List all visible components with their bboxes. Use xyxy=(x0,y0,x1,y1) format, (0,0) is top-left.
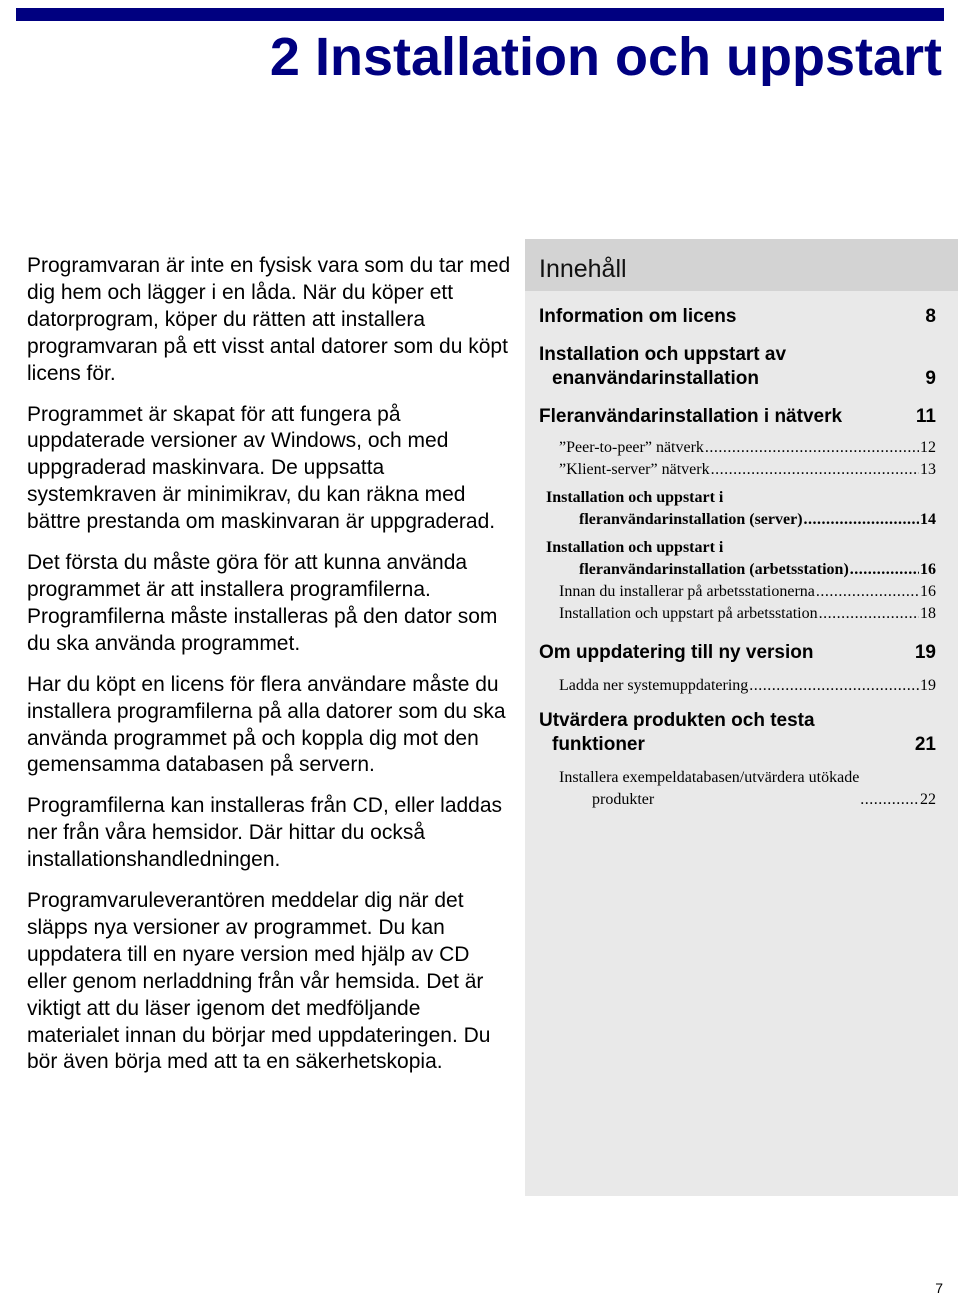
toc-leader-dots xyxy=(705,437,919,459)
body-text xyxy=(27,253,512,1090)
toc-entry-innan-du-installerar[interactable] xyxy=(539,581,936,603)
toc-page-number: 16 xyxy=(920,583,936,600)
toc-leader-dots xyxy=(816,581,919,603)
toc-page-number: 19 xyxy=(920,677,936,694)
toc-entry-fleranvandarinstallation[interactable] xyxy=(539,405,936,429)
table-of-contents xyxy=(525,239,958,1196)
toc-page-number: 19 xyxy=(914,642,936,663)
toc-page-number: 13 xyxy=(920,461,936,478)
toc-page-number: 16 xyxy=(920,561,936,578)
toc-page-number: 14 xyxy=(920,511,936,528)
toc-entry-exempeldatabasen[interactable] xyxy=(539,767,936,811)
toc-heading: Innehåll xyxy=(525,239,958,291)
toc-page-number: 8 xyxy=(925,306,936,327)
toc-entry-title: Installera exempeldatabasen/utvärdera utökade produkter xyxy=(559,769,860,808)
toc-page-number: 21 xyxy=(914,734,936,755)
paragraph: Det första du måste göra för att kunna använda programmet är att installera programfilerna. Programfilerna måste installeras på den dator som du ska använda programmet. xyxy=(27,551,498,655)
paragraph: Programvaran är inte en fysisk vara som du tar med dig hem och lägger i en låda. När du köper ett datorprogram, köper du rätten att installera programvaran på ett visst antal datorer som du köpt licens för. xyxy=(27,254,511,385)
toc-entry-uppstart-arbetsstation[interactable] xyxy=(539,603,936,625)
toc-entry-server[interactable] xyxy=(539,487,936,531)
toc-entry-klient-server[interactable] xyxy=(539,459,936,481)
toc-entry-title: Installation och uppstart av enanvändarinstallation xyxy=(539,344,787,389)
toc-entry-licens[interactable] xyxy=(539,305,936,329)
toc-leader-dots xyxy=(711,459,919,481)
toc-page-number: 22 xyxy=(920,791,936,808)
toc-entry-title: Om uppdatering till ny version xyxy=(539,642,814,663)
toc-page-number: 12 xyxy=(920,439,936,456)
toc-leader-dots xyxy=(749,675,919,697)
toc-leader-dots xyxy=(850,559,919,581)
toc-entry-title: Installation och uppstart i fleranvändarinstallation (server) xyxy=(546,489,803,528)
toc-page-number: 18 xyxy=(920,605,936,622)
toc-entry-title: Utvärdera produkten och testa funktioner xyxy=(539,710,815,755)
paragraph: Programfilerna kan installeras från CD, eller laddas ner från våra hemsidor. Där hittar du också installationshandledningen. xyxy=(27,794,503,872)
toc-entry-title: Ladda ner systemuppdatering xyxy=(559,677,749,694)
page-number: 7 xyxy=(935,1280,943,1296)
toc-list xyxy=(525,305,958,811)
toc-entry-title: ”Klient-server” nätverk xyxy=(559,461,710,478)
chapter-title: 2 Installation och uppstart xyxy=(269,27,942,87)
toc-entry-enanvandarinstallation[interactable] xyxy=(539,343,936,391)
paragraph: Programvaruleverantören meddelar dig när det släpps nya versioner av programmet. Du kan uppdatera till en nyare version med hjälp av CD eller genom nerladdning från vår hemsida. Det är viktigt att du läser igenom det medföljande materialet innan du börjar med uppdateringen. Du bör även börja med att ta en säkerhetskopia. xyxy=(27,889,491,1074)
toc-entry-arbetsstation[interactable] xyxy=(539,537,936,581)
toc-entry-title: Information om licens xyxy=(539,306,737,327)
toc-leader-dots xyxy=(819,603,919,625)
toc-page-number: 9 xyxy=(925,368,936,389)
toc-leader-dots xyxy=(860,789,919,811)
toc-entry-title: ”Peer-to-peer” nätverk xyxy=(559,439,704,456)
toc-entry-title: Installation och uppstart på arbetsstation xyxy=(559,605,818,622)
toc-entry-title: Fleranvändarinstallation i nätverk xyxy=(539,406,843,427)
toc-entry-peer-to-peer[interactable] xyxy=(539,437,936,459)
toc-leader-dots xyxy=(804,509,919,531)
toc-entry-title: Innan du installerar på arbetsstationerna xyxy=(559,583,815,600)
chapter-header-bar xyxy=(16,8,944,21)
toc-page-number: 11 xyxy=(915,406,936,427)
toc-entry-title: Installation och uppstart i fleranvändarinstallation (arbetsstation) xyxy=(546,539,849,578)
toc-entry-uppdatering[interactable] xyxy=(539,641,936,665)
paragraph: Har du köpt en licens för flera användare måste du installera programfilerna på alla datorer som du ska använda programmet på och koppla dig mot den gemensamma databasen på servern. xyxy=(27,672,506,777)
toc-entry-utvardera[interactable] xyxy=(539,709,936,757)
toc-entry-systemuppdatering[interactable] xyxy=(539,675,936,697)
paragraph: Programmet är skapat för att fungera på uppdaterade versioner av Windows, och med uppgraderad maskinvara. De uppsatta systemkraven är minimikrav, du kan räkna med bättre prestanda om maskinvaran är uppgraderad. xyxy=(27,402,496,534)
